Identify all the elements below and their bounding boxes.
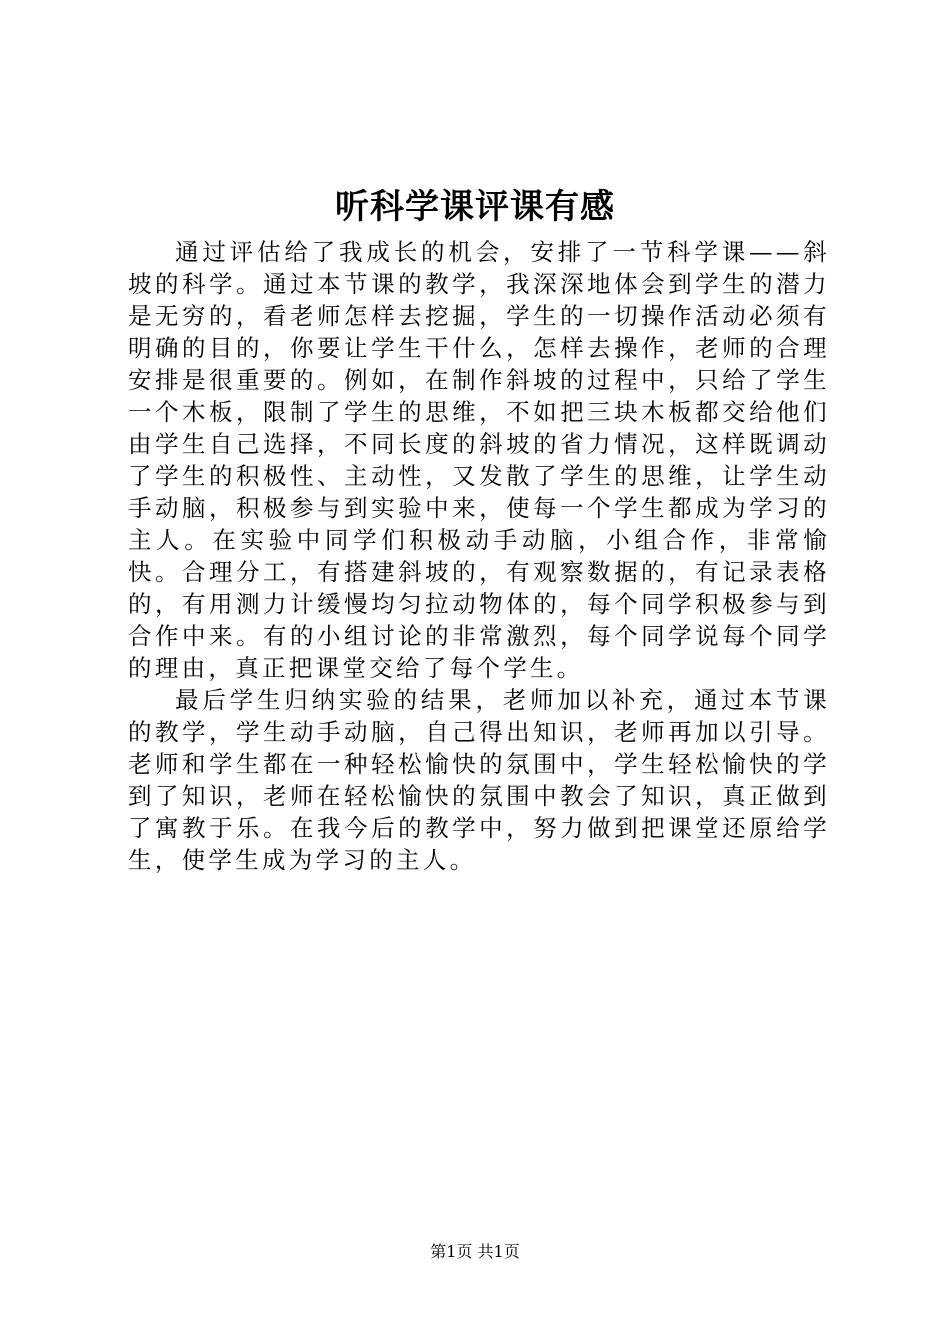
document-title: 听科学课评课有感 bbox=[335, 187, 615, 227]
paragraph-1: 通过评估给了我成长的机会，安排了一节科学课——斜坡的科学。通过本节课的教学，我深深地体会到学生的潜力是无穷的，看老师怎样去挖掘，学生的一切操作活动必须有明确的目的，你要让学生干什么，怎样去操作，老师的合理安排是很重要的。例如，在制作斜坡的过程中，只给了学生一个木板，限制了学生的思维，不如把三块木板都交给他们由学生自己选择，不同长度的斜坡的省力情况，这样既调动了学生的积极性、主动性，又发散了学生的思维，让学生动手动脑，积极参与到实验中来，使每一个学生都成为学习的主人。在实验中同学们积极动手动脑，小组合作，非常愉快。合理分工，有搭建斜坡的，有观察数据的，有记录表格的，有用测力计缓慢均匀拉动物体的，每个同学积极参与到合作中来。有的小组讨论的非常激烈，每个同学说每个同学的理由，真正把课堂交给了每个学生。 bbox=[128, 238, 830, 682]
document-body bbox=[128, 236, 830, 876]
paragraph-2: 最后学生归纳实验的结果，老师加以补充，通过本节课的教学，学生动手动脑，自己得出知识，老师再加以引导。老师和学生都在一种轻松愉快的氛围中，学生轻松愉快的学到了知识，老师在轻松愉快的氛围中教会了知识，真正做到了寓教于乐。在我今后的教学中，努力做到把课堂还原给学生，使学生成为学习的主人。 bbox=[128, 686, 830, 874]
page-footer: 第1页 共1页 bbox=[430, 1242, 520, 1261]
